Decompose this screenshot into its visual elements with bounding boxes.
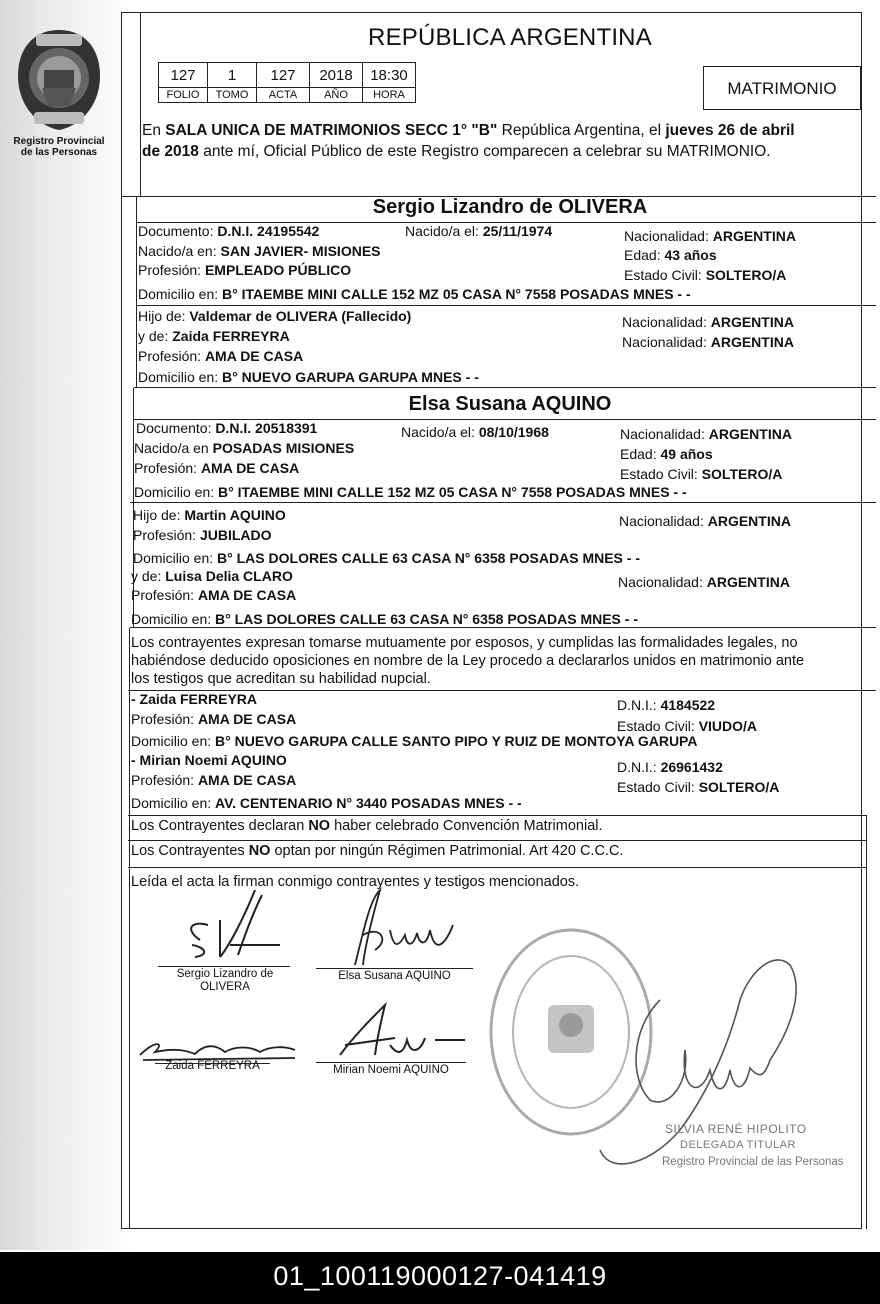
- lectura-note: Leída el acta la firman conmigo contrayentes y testigos mencionados.: [131, 874, 580, 890]
- divider: [128, 815, 866, 816]
- column-rule: [129, 628, 130, 1228]
- anio-value: 2018: [310, 63, 363, 88]
- scan-edge-shading: [0, 0, 135, 1250]
- witness2-domicilio: Domicilio en: AV. CENTENARIO N° 3440 POSADAS MNES - -: [131, 795, 522, 811]
- groom-edad: Edad: 43 años: [624, 247, 717, 263]
- bride-estado-civil: Estado Civil: SOLTERO/A: [620, 466, 783, 482]
- divider: [136, 305, 876, 306]
- bride-madre-nacionalidad: Nacionalidad: ARGENTINA: [618, 574, 790, 590]
- bride-lugar-nacimiento: Nacido/a en POSADAS MISIONES: [134, 440, 355, 456]
- witness1-estado-civil: Estado Civil: VIUDO/A: [617, 718, 758, 734]
- witness2-signature: [335, 1000, 480, 1065]
- bride-signature: [335, 885, 465, 970]
- witness1-domicilio: Domicilio en: B° NUEVO GARUPA CALLE SANTO PIPO Y RUIZ DE MONTOYA GARUPA: [131, 733, 698, 749]
- divider: [128, 840, 866, 841]
- groom-estado-civil: Estado Civil: SOLTERO/A: [624, 267, 787, 283]
- witness1-dni: D.N.I.: 4184522: [617, 697, 716, 713]
- registry-caption: Registro Provincial de las Personas: [13, 136, 105, 158]
- official-organization: Registro Provincial de las Personas: [662, 1156, 844, 1168]
- tomo-value: 1: [208, 63, 257, 88]
- bride-documento: Documento: D.N.I. 20518391: [136, 420, 318, 436]
- declaration-paragraph: Los contrayentes expresan tomarse mutuamente por esposos, y cumplidas las formalidades legales, no habiéndose deducido oposiciones en nombre de la Ley procedo a declararlos unidos en matrimonio ante los testigos que acreditan su habilidad nupcial.: [131, 635, 805, 687]
- bride-padre-profesion: Profesión: JUBILADO: [133, 527, 272, 543]
- registry-data-table: [158, 62, 416, 103]
- bride-signature-line: [316, 968, 473, 969]
- provincial-seal-logo: [14, 26, 104, 134]
- bride-madre-profesion: Profesión: AMA DE CASA: [131, 587, 297, 603]
- bride-signature-label: Elsa Susana AQUINO: [338, 970, 451, 982]
- groom-madre-profesion: Profesión: AMA DE CASA: [138, 348, 304, 364]
- bride-name-heading: Elsa Susana AQUINO: [408, 393, 612, 415]
- witness2-profesion: Profesión: AMA DE CASA: [131, 772, 297, 788]
- acta-value: 127: [257, 63, 310, 88]
- witness2-estado-civil: Estado Civil: SOLTERO/A: [617, 779, 780, 795]
- witness1-signature-label: Zaida FERREYRA: [165, 1060, 260, 1072]
- folio-value: 127: [159, 63, 208, 88]
- bride-fecha-nacimiento: Nacido/a el: 08/10/1968: [401, 424, 549, 440]
- witness2-dni: D.N.I.: 26961432: [617, 759, 723, 775]
- divider: [128, 867, 866, 868]
- bride-padre: Hijo de: Martin AQUINO: [133, 507, 286, 523]
- document-id-footer: 01_100119000127-041419: [0, 1252, 880, 1304]
- official-name: SILVIA RENÉ HIPOLITO: [665, 1122, 807, 1136]
- acta-label: ACTA: [257, 88, 310, 103]
- witness2-signature-label: Mirian Noemi AQUINO: [333, 1064, 449, 1076]
- bride-nacionalidad: Nacionalidad: ARGENTINA: [620, 426, 792, 442]
- divider: [134, 387, 876, 388]
- document-title: REPÚBLICA ARGENTINA: [368, 24, 652, 51]
- bride-madre-domicilio: Domicilio en: B° LAS DOLORES CALLE 63 CASA N° 6358 POSADAS MNES - -: [131, 611, 638, 627]
- official-role: DELEGADA TITULAR: [680, 1139, 796, 1151]
- groom-padre-nacionalidad: Nacionalidad: ARGENTINA: [622, 314, 794, 330]
- hora-value: 18:30: [363, 63, 416, 88]
- witness2-signature-line: [316, 1062, 466, 1063]
- groom-domicilio: Domicilio en: B° ITAEMBE MINI CALLE 152 MZ 05 CASA N° 7558 POSADAS MNES - -: [138, 286, 691, 302]
- folio-label: FOLIO: [159, 88, 208, 103]
- bride-padre-domicilio: Domicilio en: B° LAS DOLORES CALLE 63 CASA N° 6358 POSADAS MNES - -: [133, 550, 640, 566]
- tomo-label: TOMO: [208, 88, 257, 103]
- anio-label: AÑO: [310, 88, 363, 103]
- column-rule: [866, 815, 867, 1229]
- groom-padre: Hijo de: Valdemar de OLIVERA (Fallecido): [138, 308, 412, 324]
- groom-lugar-nacimiento: Nacido/a en: SAN JAVIER- MISIONES: [138, 243, 381, 259]
- groom-name-heading: Sergio Lizandro de OLIVERA: [372, 196, 648, 218]
- groom-signature: [170, 885, 290, 970]
- groom-madre: y de: Zaida FERREYRA: [138, 328, 290, 344]
- groom-nacionalidad: Nacionalidad: ARGENTINA: [624, 228, 796, 244]
- hora-label: HORA: [363, 88, 416, 103]
- groom-profesion: Profesión: EMPLEADO PÚBLICO: [138, 262, 352, 278]
- groom-documento: Documento: D.N.I. 24195542: [138, 223, 320, 239]
- bride-domicilio: Domicilio en: B° ITAEMBE MINI CALLE 152 MZ 05 CASA N° 7558 POSADAS MNES - -: [134, 484, 687, 500]
- witness2-name: - Mirian Noemi AQUINO: [131, 752, 287, 768]
- witness1-profesion: Profesión: AMA DE CASA: [131, 711, 297, 727]
- bride-padre-nacionalidad: Nacionalidad: ARGENTINA: [619, 513, 791, 529]
- groom-padres-domicilio: Domicilio en: B° NUEVO GARUPA GARUPA MNES - -: [138, 369, 479, 385]
- groom-signature-line: [158, 966, 290, 967]
- bride-profesion: Profesión: AMA DE CASA: [134, 460, 300, 476]
- column-rule: [136, 196, 137, 388]
- intro-paragraph: En SALA UNICA DE MATRIMONIOS SECC 1° "B" República Argentina, el jueves 26 de abril de 2018 ante mí, Oficial Público de este Registro comparecen a celebrar su MATRIMONIO.: [142, 122, 795, 160]
- groom-signature-label: Sergio Lizandro de OLIVERA: [176, 968, 274, 993]
- groom-fecha-nacimiento: Nacido/a el: 25/11/1974: [405, 223, 553, 239]
- groom-madre-nacionalidad: Nacionalidad: ARGENTINA: [622, 334, 794, 350]
- convencion-note: Los Contrayentes declaran NO haber celebrado Convención Matrimonial.: [131, 818, 603, 834]
- bride-madre: y de: Luisa Delia CLARO: [131, 568, 293, 584]
- divider: [130, 502, 876, 503]
- regimen-note: Los Contrayentes NO optan por ningún Régimen Patrimonial. Art 420 C.C.C.: [131, 843, 624, 859]
- witness1-name: - Zaida FERREYRA: [131, 691, 258, 707]
- act-type-box: MATRIMONIO: [703, 66, 861, 110]
- bride-edad: Edad: 49 años: [620, 446, 713, 462]
